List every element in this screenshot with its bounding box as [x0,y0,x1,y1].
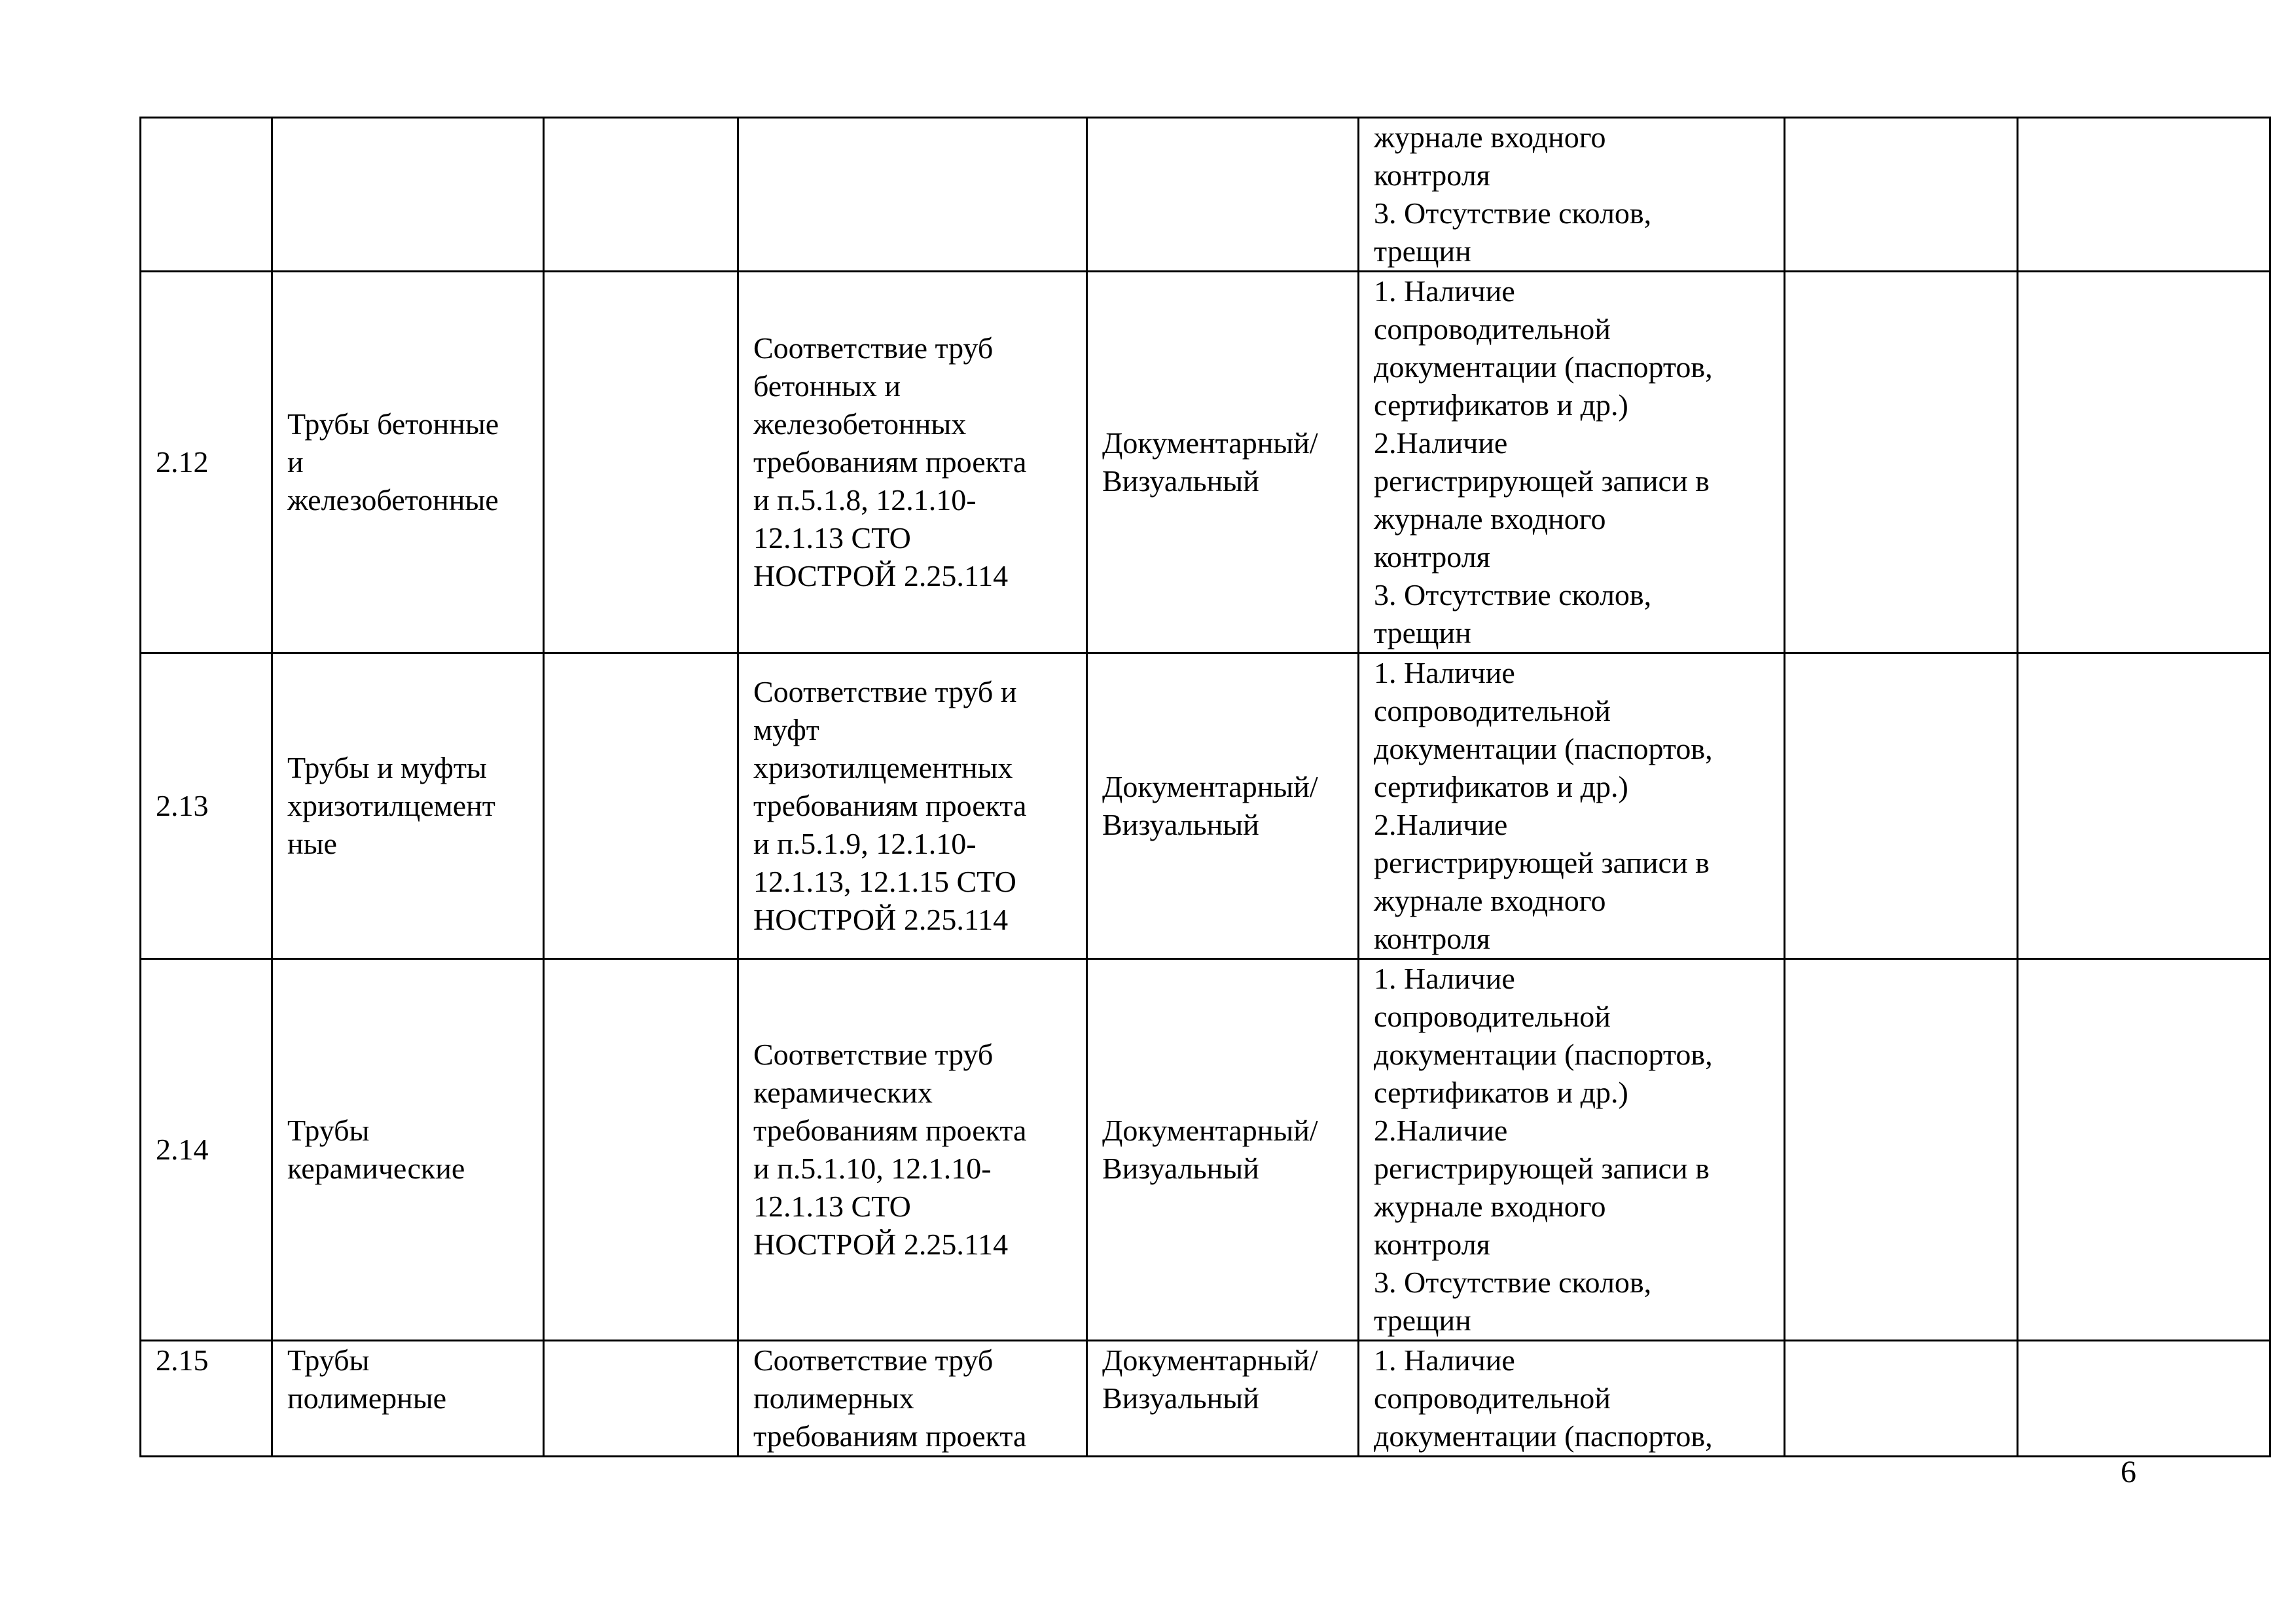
cell-number [141,272,272,653]
checks-line: регистрирующей записи в [1374,846,1710,879]
checks-line: сопроводительной [1374,312,1611,346]
checks-line: сертификатов и др.) [1374,770,1628,803]
material-line: керамические [287,1152,465,1185]
cell-material [272,653,544,959]
checks-line: сертификатов и др.) [1374,1076,1628,1109]
requirement-line: полимерных [753,1381,914,1415]
requirement-line: и п.5.1.8, 12.1.10- [753,483,977,517]
material-line: Трубы [287,1343,370,1377]
cell-checks [1359,272,1785,653]
checks-line: 2.Наличие [1374,426,1508,460]
requirement-line: Соответствие труб [753,1343,994,1377]
cell-requirement [738,653,1087,959]
material-line: ные [287,827,337,860]
cell-requirement [738,272,1087,653]
requirement-line: Соответствие труб [753,331,994,365]
requirement-line: 12.1.13 СТО [753,1190,911,1223]
checks-line: документации (паспортов, [1374,732,1713,765]
cell-empty [544,1341,738,1457]
control-method-line: Визуальный [1102,808,1259,841]
material-line: хризотилцемент [287,789,495,822]
inspection-table [139,117,2271,1457]
requirement-line: НОСТРОЙ 2.25.114 [753,1228,1009,1261]
cell-checks [1359,118,1785,272]
cell-empty [1785,1341,2018,1457]
cell-empty [2018,1341,2270,1457]
checks-line: 2.Наличие [1374,808,1508,841]
cell-control-method [1087,959,1359,1341]
checks-line: сопроводительной [1374,694,1611,727]
checks-line: трещин [1374,1304,1471,1337]
checks-line: 3. Отсутствие сколов, [1374,578,1652,611]
cell-requirement [738,1341,1087,1457]
material-line: Трубы [287,1114,370,1147]
material-line: Трубы и муфты [287,751,487,784]
cell-empty [544,653,738,959]
cell-number [141,653,272,959]
cell-checks [1359,959,1785,1341]
requirement-line: муфт [753,713,819,746]
requirement-line: требованиям проекта [753,445,1027,479]
checks-line: 1. Наличие [1374,962,1515,995]
cell-control-method [1087,272,1359,653]
cell-empty [1785,959,2018,1341]
checks-line: сопроводительной [1374,1000,1611,1033]
row-number: 2.14 [156,1133,209,1166]
checks-line: документации (паспортов, [1374,350,1713,384]
cell-number [141,1341,272,1457]
checks-line: сопроводительной [1374,1381,1611,1415]
cell-empty [2018,118,2270,272]
cell-empty [2018,272,2270,653]
table-row [141,959,2270,1341]
checks-line: трещин [1374,234,1471,268]
checks-line: контроля [1374,922,1490,955]
checks-line: журнале входного [1374,1190,1606,1223]
table-row [141,1341,2270,1457]
control-method-line: Визуальный [1102,1381,1259,1415]
requirement-line: 12.1.13, 12.1.15 СТО [753,865,1016,898]
cell-checks [1359,653,1785,959]
cell-material [272,959,544,1341]
cell-empty [2018,959,2270,1341]
checks-line: контроля [1374,540,1490,574]
cell-empty [544,959,738,1341]
cell-control-method [1087,1341,1359,1457]
checks-line: 1. Наличие [1374,656,1515,689]
checks-line: 1. Наличие [1374,274,1515,308]
table-row [141,118,2270,272]
requirement-line: керамических [753,1076,933,1109]
requirement-line: и п.5.1.10, 12.1.10- [753,1152,992,1185]
cell-empty [544,118,738,272]
cell-number [141,118,272,272]
row-number: 2.12 [156,445,209,479]
control-method-line: Документарный/ [1102,1343,1318,1377]
requirement-line: НОСТРОЙ 2.25.114 [753,559,1009,593]
requirement-line: 12.1.13 СТО [753,521,911,555]
row-number: 2.15 [156,1343,209,1377]
cell-requirement [738,959,1087,1341]
cell-empty [1785,118,2018,272]
table-row [141,653,2270,959]
cell-control-method [1087,118,1359,272]
checks-line: контроля [1374,158,1490,192]
cell-number [141,959,272,1341]
cell-empty [1785,272,2018,653]
requirement-line: и п.5.1.9, 12.1.10- [753,827,977,860]
cell-material [272,272,544,653]
material-line: и [287,445,304,479]
control-method-line: Документарный/ [1102,1114,1318,1147]
cell-control-method [1087,653,1359,959]
checks-line: 1. Наличие [1374,1343,1515,1377]
page-number: 6 [2121,1455,2136,1489]
checks-line: документации (паспортов, [1374,1419,1713,1453]
checks-line: журнале входного [1374,884,1606,917]
control-method-line: Документарный/ [1102,426,1318,460]
material-line: полимерные [287,1381,447,1415]
requirement-line: требованиям проекта [753,1419,1027,1453]
table-body [141,118,2270,1457]
requirement-line: НОСТРОЙ 2.25.114 [753,903,1009,936]
cell-requirement [738,118,1087,272]
checks-line: регистрирующей записи в [1374,464,1710,498]
cell-material [272,1341,544,1457]
checks-line: регистрирующей записи в [1374,1152,1710,1185]
checks-line: 3. Отсутствие сколов, [1374,1266,1652,1299]
checks-line: документации (паспортов, [1374,1038,1713,1071]
requirement-line: бетонных и [753,369,901,403]
material-line: Трубы бетонные [287,407,499,441]
requirement-line: хризотилцементных [753,751,1013,784]
cell-empty [544,272,738,653]
cell-material [272,118,544,272]
requirement-line: железобетонных [753,407,967,441]
checks-line: сертификатов и др.) [1374,388,1628,422]
row-number: 2.13 [156,789,209,822]
requirement-line: требованиям проекта [753,1114,1027,1147]
control-method-line: Документарный/ [1102,770,1318,803]
control-method-line: Визуальный [1102,464,1259,498]
table-row [141,272,2270,653]
material-line: железобетонные [287,483,499,517]
cell-empty [1785,653,2018,959]
cell-empty [2018,653,2270,959]
requirement-line: Соответствие труб и [753,675,1017,708]
checks-line: 2.Наличие [1374,1114,1508,1147]
requirement-line: Соответствие труб [753,1038,994,1071]
checks-line: журнале входного [1374,120,1606,154]
checks-line: трещин [1374,616,1471,649]
requirement-line: требованиям проекта [753,789,1027,822]
checks-line: 3. Отсутствие сколов, [1374,196,1652,230]
checks-line: журнале входного [1374,502,1606,536]
checks-line: контроля [1374,1228,1490,1261]
control-method-line: Визуальный [1102,1152,1259,1185]
cell-checks [1359,1341,1785,1457]
